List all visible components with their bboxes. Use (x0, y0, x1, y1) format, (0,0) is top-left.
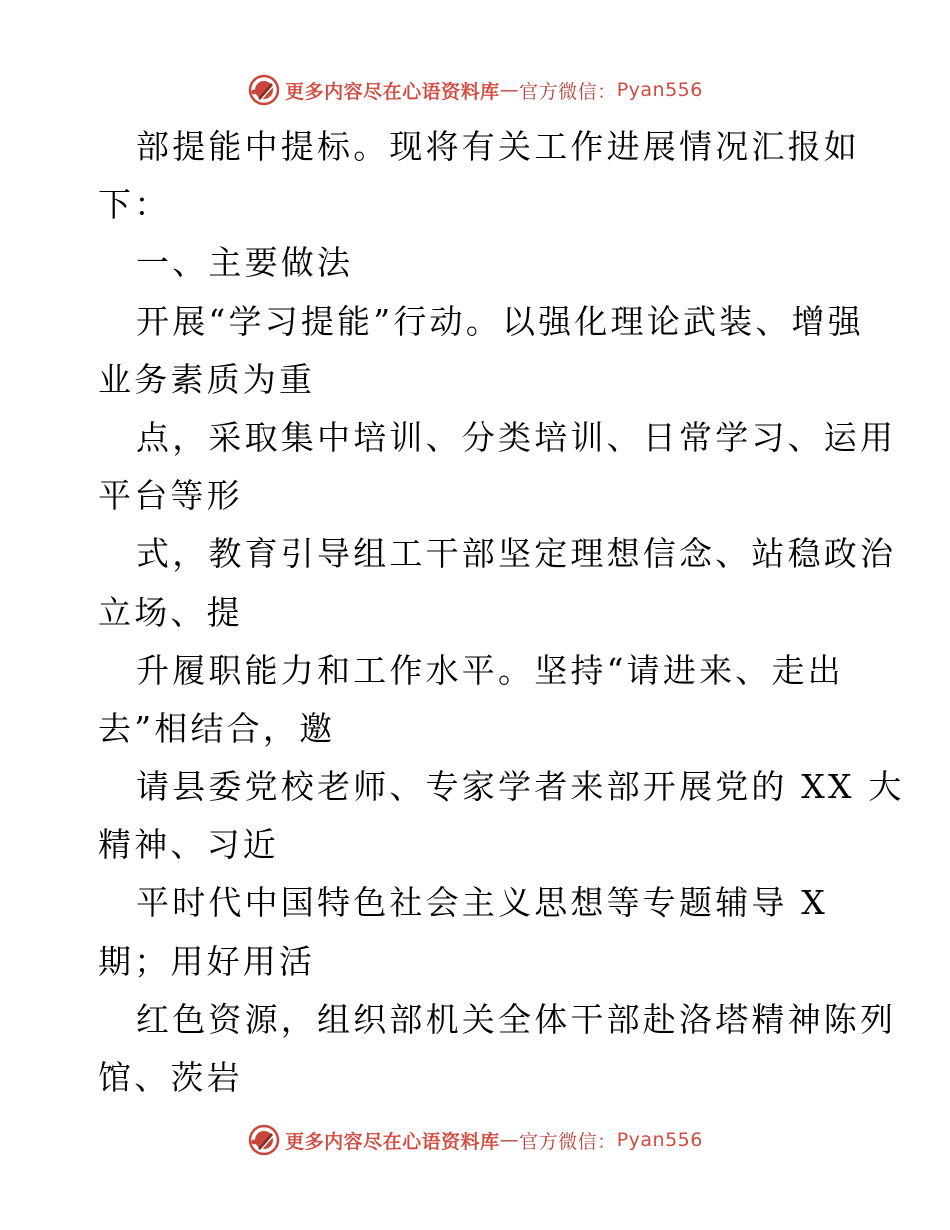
body-text-line: 部提能中提标。现将有关工作进展情况汇报如 (136, 127, 860, 166)
pen-seal-logo-icon (247, 73, 281, 107)
body-text-line: 馆、茨岩 (98, 1058, 243, 1097)
header-watermark-banner (0, 70, 950, 110)
banner-account-label: 官方微信： (519, 1130, 617, 1153)
banner-account-id: Pyan556 (616, 1129, 703, 1151)
document-body (98, 118, 905, 1107)
body-text-line: 一、主要做法 (136, 243, 354, 283)
footer-watermark-banner (0, 1120, 950, 1160)
body-text-line: 开展“学习提能”行动。以强化理论武装、增强 (136, 301, 864, 341)
banner-dash: — (499, 1129, 520, 1151)
pen-seal-logo-icon (247, 1123, 281, 1157)
body-text-line: 平台等形 (98, 476, 243, 516)
body-text-line: 平时代中国特色社会主义思想等专题辅导 X (136, 883, 828, 923)
banner-account-id: Pyan556 (616, 79, 703, 101)
banner-lead-text: 更多内容尽在心语资料库 (285, 1130, 500, 1153)
body-text-line: 升履职能力和工作水平。坚持“请进来、走出 (136, 650, 844, 690)
body-text-line: 下： (98, 185, 171, 225)
banner-lead-text: 更多内容尽在心语资料库 (285, 80, 500, 103)
banner-dash: — (499, 79, 520, 101)
body-text-line: 立场、提 (98, 592, 243, 632)
body-text-line: 点，采取集中培训、分类培训、日常学习、运用 (136, 417, 897, 457)
body-text-line: 去”相结合，邀 (98, 708, 336, 748)
body-text-line: 业务素质为重 (98, 359, 316, 399)
body-text-line: 式，教育引导组工干部坚定理想信念、站稳政治 (136, 534, 897, 574)
body-text-line: 期；用好用活 (98, 941, 316, 981)
banner-account-label: 官方微信： (519, 80, 617, 103)
body-text-line: 请县委党校老师、专家学者来部开展党的 XX 大 (136, 767, 905, 807)
body-text-line: 精神、习近 (98, 825, 279, 865)
body-text-line: 红色资源，组织部机关全体干部赴洛塔精神陈列 (136, 999, 897, 1039)
